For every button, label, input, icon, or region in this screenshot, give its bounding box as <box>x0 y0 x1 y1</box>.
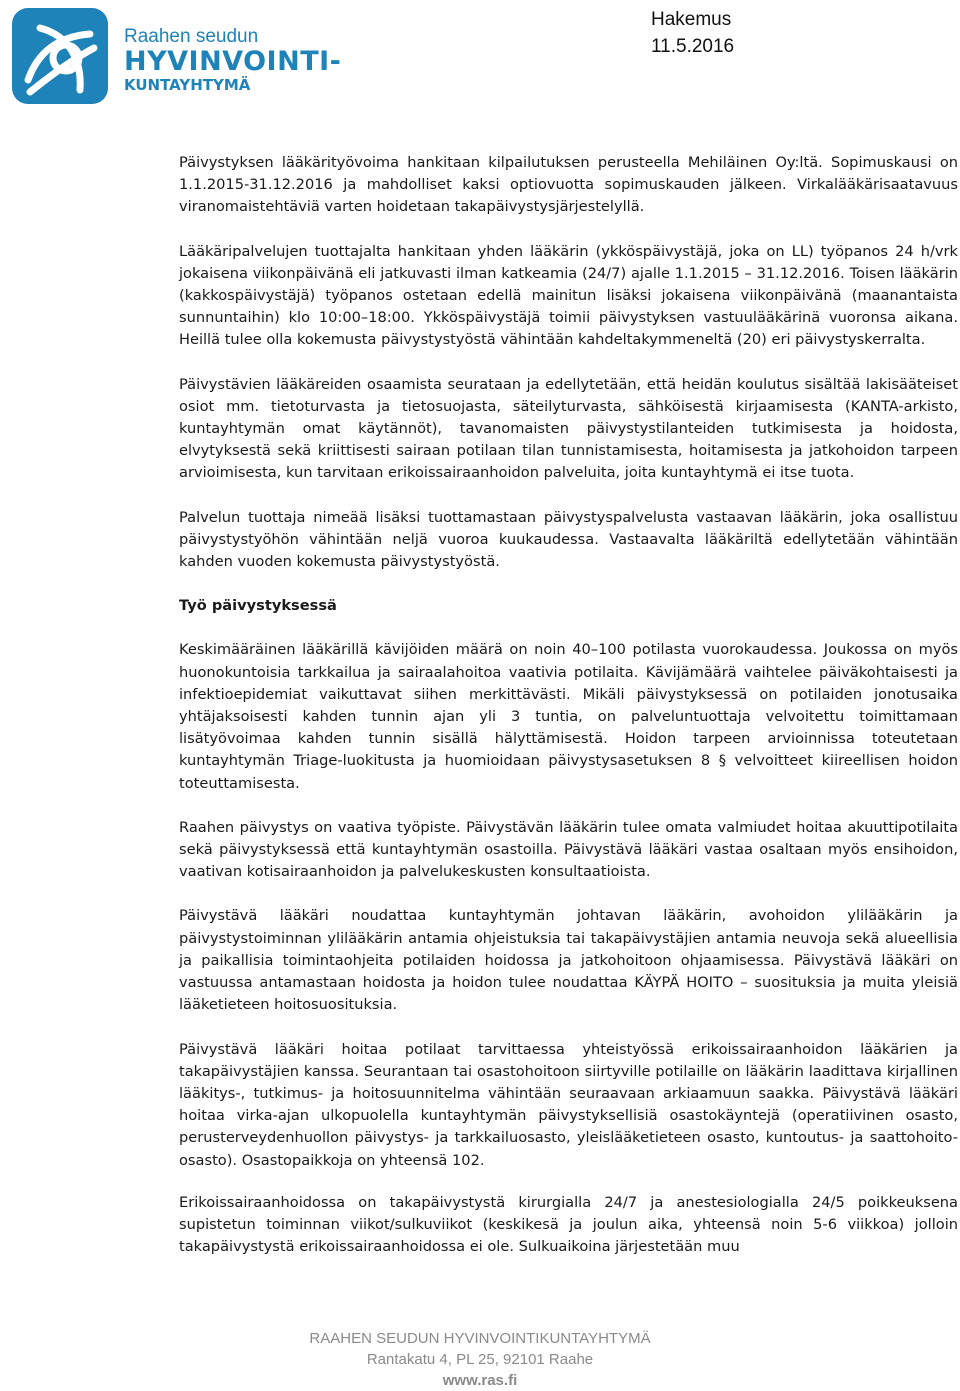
document-body <box>179 152 958 1258</box>
document-type: Hakemus <box>651 9 732 30</box>
page-footer <box>0 1328 960 1391</box>
logo-line-3: KUNTAYHTYMÄ <box>124 76 251 94</box>
section-heading: Työ päivystyksessä <box>179 597 337 615</box>
paragraph-1: Päivystyksen lääkärityövoima hankitaan kilpailutuksen perusteella Mehiläinen Oy:ltä. Sopimuskausi on 1.1.2015-31.12.2016 ja mahdolliset kaksi optiovuotta sopimuskauden jälkeen. Virkalääkärisaatavuus viranomaistehtäviä varten hoidetaan takapäivystysjärjestelyllä. <box>179 154 958 216</box>
organization-logo <box>10 6 342 106</box>
paragraph-9: Erikoissairaanhoidossa on takapäivystystä kirurgialla 24/7 ja anestesiologialla 24/5 poikkeuksena supistetun toiminnan viikot/sulkuviikot (keskikesä ja joulun aika, yhteensä noin 5-6 viikkoa) jolloin takapäivystystä erikoissairaanhoidossa ei ole. Sulkuaikoina järjestetään muu <box>179 1193 958 1256</box>
logo-line-1: Raahen seudun <box>124 26 259 47</box>
footer-organization: RAAHEN SEUDUN HYVINVOINTIKUNTAYHTYMÄ <box>309 1330 651 1347</box>
paragraph-6: Raahen päivystys on vaativa työpiste. Päivystävän lääkärin tulee omata valmiudet hoitaa akuuttipotilaita sekä päivystyksessä että kuntayhtymän osastoilla. Päivystävä lääkäri vastaa osaltaan myös ensihoidon, vaativan kotisairaanhoidon ja palvelukeskusten konsultaatioista. <box>179 818 958 881</box>
paragraph-7: Päivystävä lääkäri noudattaa kuntayhtymän johtavan lääkärin, avohoidon ylilääkärin ja päivystystoiminnan ylilääkärin antamia ohjeistuksia tai takapäivystäjien antamia neuvoja sekä alueellisia ja paikallisia toimintaohjeita potilaiden hoidossa ja jatkohoitoon ohjaamisessa. Päivystävä lääkäri on vastuussa antamastaan hoidosta ja hoidon tulee noudattaa KÄYPÄ HOITO – suosituksia ja muita yleisiä lääketieteen hoitosuosituksia. <box>179 907 958 1014</box>
paragraph-8: Päivystävä lääkäri hoitaa potilaat tarvittaessa yhteistyössä erikoissairaanhoidon lääkärien ja takapäivystäjien kanssa. Seurantaan tai osastohoitoon siirtyville potilaille on lääkärin laadittava kirjallinen lääkitys-, tutkimus- ja hoitosuunnitelma vähintään seuraavaan arkiaamuun saakka. Päivystävä lääkäri hoitaa virka-ajan ulkopuolella kuntayhtymän päivystyksellisiä osastokäyntejä (operatiivinen osasto, perusterveydenhuollon päivystys- ja tarkkailuosasto, yleislääketieteen osasto, kuntoutus- ja saattohoito-osasto). Osastopaikkoja on yhteensä 102. <box>179 1040 958 1169</box>
paragraph-4: Palvelun tuottaja nimeää lisäksi tuottamastaan päivystyspalvelusta vastaavan lääkärin, joka osallistuu päivystystyöhön vähintään neljä vuoroa kuukaudessa. Vastaavalta lääkäriltä edellytetään vähintään kahden vuoden kokemusta päivystystyöstä. <box>179 508 958 571</box>
paragraph-3: Päivystävien lääkäreiden osaamista seurataan ja edellytetään, että heidän koulutus sisältää lakisääteiset osiot mm. tietoturvasta ja tietosuojasta, säteilyturvasta, sähköisestä kirjaamisesta (KANTA-arkisto, kuntayhtymän omat käytännöt), tavanomaisten päivystystilanteiden tutkimisesta ja hoidosta, elvytyksestä sekä kriittisesti sairaan potilaan tilan tunnistamisesta, hoitamisesta ja jatkohoidon tarpeen arvioimisesta, kun tarvitaan erikoissairaanhoidon palveluita, joita kuntayhtymä ei itse tuota. <box>179 375 958 482</box>
document-date: 11.5.2016 <box>651 36 735 57</box>
footer-address: Rantakatu 4, PL 25, 92101 Raahe <box>366 1351 594 1368</box>
paragraph-2: Lääkäripalvelujen tuottajalta hankitaan yhden lääkärin (ykköspäivystäjä, joka on LL) työpanos 24 h/vrk jokaisena viikonpäivänä eli jatkuvasti ilman katkeamia (24/7) ajalle 1.1.2015 – 31.12.2016. Toisen lääkärin (kakkospäivystäjä) työpanos ostetaan edellä mainitun lisäksi jokaisena viikonpäivänä (maanantaista sunnuntaihin) klo 10:00–18:00. Ykköspäivystäjä toimii päivystyksen vastuulääkärinä vuoronsa aikana. Heillä tulee olla kokemusta päivystystyöstä vähintään kahdeltakymmeneltä (20) eri päivystyskerralta. <box>179 242 958 349</box>
footer-website-link[interactable]: www.ras.fi <box>442 1372 518 1389</box>
document-meta <box>651 6 734 60</box>
logo-line-2: HYVINVOINTI- <box>124 46 342 77</box>
paragraph-5: Keskimääräinen lääkärillä kävijöiden määrä on noin 40–100 potilasta vuorokaudessa. Joukossa on myös huonokuntoisia tarkkailua ja sairaalahoitoa vaativia potilaita. Kävijämäärä vaihtelee päiväkohtaisesti ja infektioepidemiat vaikuttavat siihen merkittävästi. Mikäli päivystyksessä on potilaiden jonotusaika yhtäjaksoisesti kahden tunnin ajan yli 3 tuntia, on palveluntuottaja velvoitettu toimittamaan lisätyövoimaa kahden tunnin sisällä hälyttämisestä. Hoidon tarpeen arvioinnissa toteutetaan kuntayhtymän Triage-luokitusta ja huomioidaan päivystysasetuksen 8 § velvoitteet kiireellisen hoidon toteuttamisesta. <box>179 641 958 792</box>
knot-logo-icon <box>10 6 110 106</box>
